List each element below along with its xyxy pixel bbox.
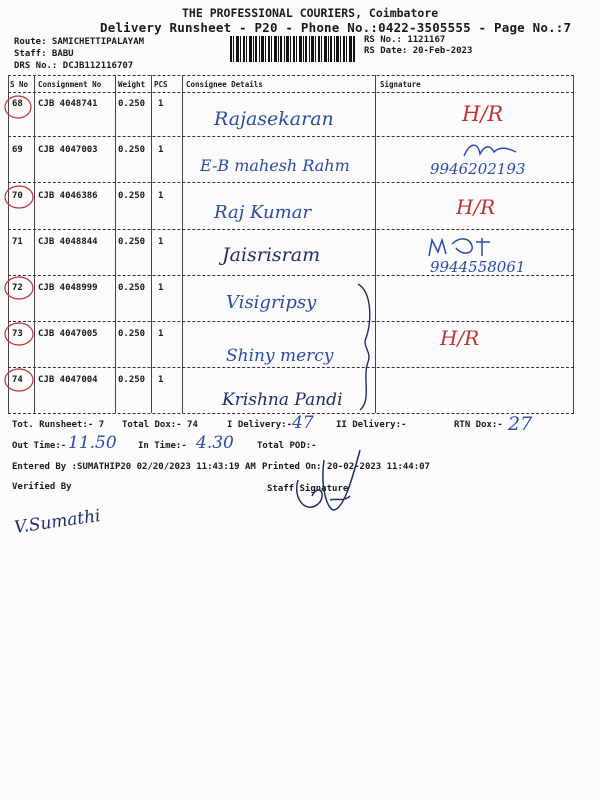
total-pod-label: Total POD:- [257, 441, 317, 451]
signature-handwritten: H/R [462, 102, 504, 126]
pcs-cell: 1 [158, 99, 164, 109]
staff-signature-mark [290, 440, 370, 520]
pcs-cell: 1 [158, 237, 164, 247]
row-divider [8, 229, 574, 230]
consignee-handwritten: E-B mahesh Rahm [200, 156, 350, 175]
sno-cell: 72 [12, 283, 23, 293]
in-time-value: 4.30 [196, 433, 234, 453]
consignment-cell: CJB 4047005 [38, 329, 98, 339]
col-weight: Weight [118, 80, 146, 89]
signature-handwritten: H/R [456, 195, 496, 219]
col-consignee: Consignee Details [186, 80, 263, 89]
rs-date: RS Date: 20-Feb-2023 [364, 46, 473, 56]
staff-signature-label: Staff Signature [267, 484, 349, 494]
col-sep [182, 75, 183, 413]
pcs-cell: 1 [158, 145, 164, 155]
col-consignment: Consignment No [38, 80, 102, 89]
out-time-value: 11.50 [68, 433, 117, 453]
signature-scribble [460, 138, 520, 162]
out-time-label: Out Time:- [12, 441, 67, 451]
staff-label: Staff: BABU [14, 49, 74, 59]
tot-runsheet: Tot. Runsheet:- 7 [12, 420, 105, 430]
weight-cell: 0.250 [118, 237, 146, 247]
col-sep [115, 75, 116, 413]
drs-number: DCJB112116707 [62, 61, 134, 71]
in-time-label: In Time:- [138, 441, 187, 451]
consignment-cell: CJB 4048999 [38, 283, 98, 293]
pcs-cell: 1 [158, 191, 164, 201]
col-sep [8, 75, 9, 413]
verifier-signature: V.Sumathi [13, 506, 102, 538]
verified-by-label: Verified By [12, 482, 72, 492]
consignment-cell: CJB 4046386 [38, 191, 98, 201]
col-signature: Signature [380, 80, 421, 89]
sno-cell: 74 [12, 375, 23, 385]
weight-cell: 0.250 [118, 329, 146, 339]
col-sep [573, 75, 574, 413]
col-sno: S No [10, 80, 29, 89]
col-pcs: PCS [154, 80, 168, 89]
row-divider [8, 182, 574, 183]
brace-mark [354, 282, 378, 412]
consignment-cell: CJB 4047003 [38, 145, 98, 155]
consignment-cell: CJB 4048741 [38, 99, 98, 109]
consignee-handwritten: Raj Kumar [214, 202, 312, 223]
sno-cell: 73 [12, 329, 23, 339]
sno-cell: 70 [12, 191, 23, 201]
company-title: THE PROFESSIONAL COURIERS, Coimbatore [182, 6, 439, 20]
rs-number: RS No.: 1121167 [364, 35, 446, 45]
printed-on: Printed On: 20-02-2023 11:44:07 [262, 462, 430, 472]
consignee-handwritten: Krishna Pandi [222, 390, 343, 410]
sno-cell: 71 [12, 237, 23, 247]
weight-cell: 0.250 [118, 191, 146, 201]
consignee-handwritten: Visigripsy [226, 292, 317, 313]
row-divider [8, 367, 574, 368]
row-divider [8, 275, 574, 276]
weight-cell: 0.250 [118, 283, 146, 293]
table-bottom-rule [8, 413, 574, 414]
route-label: Route: SAMICHETTIPALAYAM [14, 37, 145, 47]
sno-cell: 68 [12, 99, 23, 109]
pcs-cell: 1 [158, 375, 164, 385]
pcs-cell: 1 [158, 329, 164, 339]
signature-handwritten: H/R [440, 326, 480, 350]
runsheet-subtitle: Delivery Runsheet - P20 - Phone No.:0422-3505555 - Page No.:7 [100, 20, 572, 35]
rtn-dox-label: RTN Dox:- [454, 420, 503, 430]
consignee-handwritten: Jaisrisram [222, 244, 321, 266]
signature-phone: 9946202193 [430, 160, 526, 178]
i-delivery-value: 47 [292, 413, 314, 433]
sno-cell: 69 [12, 145, 23, 155]
col-sep [151, 75, 152, 413]
barcode-image [230, 36, 355, 62]
consignee-handwritten: Shiny mercy [226, 346, 334, 366]
consignment-cell: CJB 4048844 [38, 237, 98, 247]
row-divider [8, 321, 574, 322]
signature-phone: 9944558061 [430, 258, 526, 276]
consignee-handwritten: Rajasekaran [214, 108, 334, 130]
weight-cell: 0.250 [118, 99, 146, 109]
i-delivery-label: I Delivery:- [227, 420, 293, 430]
consignment-cell: CJB 4047004 [38, 375, 98, 385]
table-header-rule [8, 92, 574, 93]
rtn-dox-value: 27 [508, 413, 533, 435]
table-top-rule [8, 75, 574, 76]
weight-cell: 0.250 [118, 375, 146, 385]
weight-cell: 0.250 [118, 145, 146, 155]
ii-delivery-label: II Delivery:- [336, 420, 407, 430]
pcs-cell: 1 [158, 283, 164, 293]
drs-label: DRS No.: DCJB112116707 [14, 61, 134, 71]
row-divider [8, 136, 574, 137]
entered-by: Entered By :SUMATHIP20 02/20/2023 11:43:19 AM [12, 462, 256, 472]
col-sep [34, 75, 35, 413]
total-dox: Total Dox:- 74 [122, 420, 198, 430]
signature-scribble [426, 234, 496, 260]
